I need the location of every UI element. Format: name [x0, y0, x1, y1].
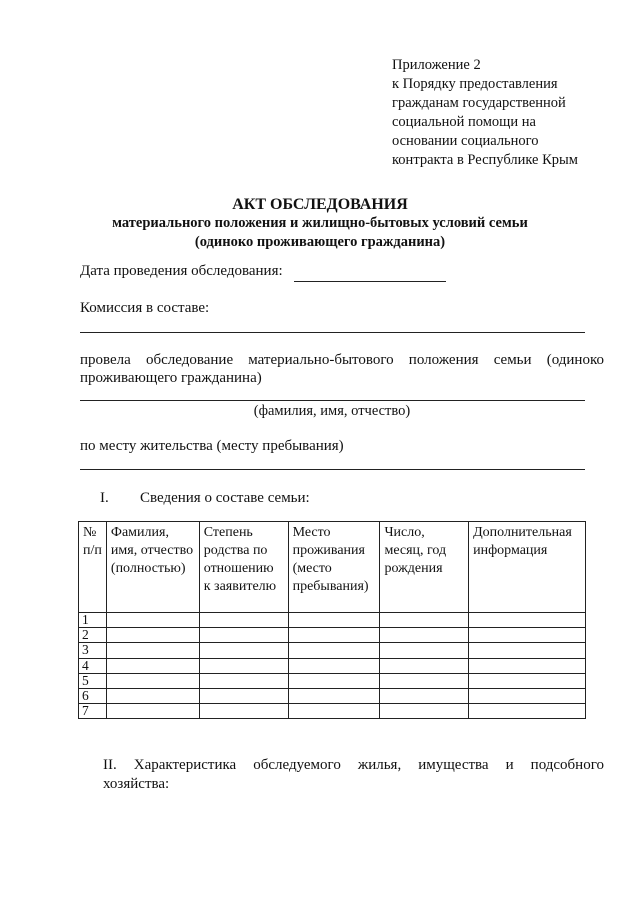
- appendix-note: [392, 56, 578, 170]
- table-header-row: [79, 522, 586, 613]
- fio-field[interactable]: [80, 400, 585, 401]
- table-row: [79, 613, 586, 628]
- survey-text-line-1: провела обследование материально-бытового положения семьи (одиноко: [80, 352, 604, 368]
- fio-caption: (фамилия, имя, отчество): [253, 403, 411, 419]
- cell-relationship[interactable]: [199, 688, 288, 703]
- cell-relationship[interactable]: [199, 704, 288, 719]
- appendix-line: контракта в Республике Крым: [392, 152, 578, 168]
- date-field[interactable]: [294, 281, 446, 282]
- cell-birth-date[interactable]: [380, 643, 469, 658]
- appendix-line: социальной помощи на: [392, 114, 536, 130]
- cell-additional-info[interactable]: [469, 673, 586, 688]
- appendix-line: основании социального: [392, 133, 539, 149]
- cell-full-name[interactable]: [106, 643, 199, 658]
- cell-relationship[interactable]: [199, 658, 288, 673]
- section-2-heading: [103, 756, 604, 794]
- row-number: 3: [79, 643, 107, 658]
- cell-residence[interactable]: [288, 613, 380, 628]
- survey-text: [80, 350, 604, 370]
- document-title: АКТ ОБСЛЕДОВАНИЯ: [232, 196, 408, 213]
- cell-full-name[interactable]: [106, 673, 199, 688]
- cell-birth-date[interactable]: [380, 658, 469, 673]
- residence-field[interactable]: [80, 469, 585, 470]
- cell-additional-info[interactable]: [469, 704, 586, 719]
- header-number: № п/п: [79, 522, 107, 613]
- document-subtitle: [0, 214, 640, 252]
- section-1-heading: [100, 490, 310, 507]
- section-1-number: I.: [100, 490, 109, 506]
- appendix-line: гражданам государственной: [392, 95, 566, 111]
- cell-additional-info[interactable]: [469, 643, 586, 658]
- header-residence: Место проживания (место пребывания): [288, 522, 380, 613]
- row-number: 7: [79, 704, 107, 719]
- residence-label: по месту жительства (месту пребывания): [80, 438, 344, 454]
- row-number: 2: [79, 628, 107, 643]
- table-row: [79, 673, 586, 688]
- row-number: 6: [79, 688, 107, 703]
- cell-relationship[interactable]: [199, 643, 288, 658]
- subtitle-line-2: (одиноко проживающего гражданина): [194, 234, 446, 250]
- date-label: Дата проведения обследования:: [80, 263, 283, 279]
- table-row: [79, 643, 586, 658]
- section-2-line-2: хозяйства:: [103, 776, 170, 792]
- cell-additional-info[interactable]: [469, 613, 586, 628]
- table-row: [79, 628, 586, 643]
- cell-residence[interactable]: [288, 673, 380, 688]
- header-relationship: Степень родства по отношению к заявителю: [199, 522, 288, 613]
- survey-text-line-2: проживающего гражданина): [80, 370, 262, 386]
- table-row: [79, 658, 586, 673]
- header-birth-date: Число, месяц, год рождения: [380, 522, 469, 613]
- table-row: [79, 704, 586, 719]
- cell-birth-date[interactable]: [380, 673, 469, 688]
- commission-label: Комиссия в составе:: [80, 300, 210, 316]
- family-composition-table: [78, 521, 586, 719]
- appendix-line: Приложение 2: [392, 57, 481, 73]
- row-number: 4: [79, 658, 107, 673]
- commission-field[interactable]: [80, 332, 585, 333]
- cell-residence[interactable]: [288, 628, 380, 643]
- cell-birth-date[interactable]: [380, 628, 469, 643]
- cell-residence[interactable]: [288, 658, 380, 673]
- section-1-title: Сведения о составе семьи:: [140, 490, 310, 506]
- subtitle-line-1: материального положения и жилищно-бытовых условий семьи: [112, 215, 528, 231]
- header-full-name: Фамилия, имя, отчество (полностью): [106, 522, 199, 613]
- cell-relationship[interactable]: [199, 613, 288, 628]
- cell-additional-info[interactable]: [469, 628, 586, 643]
- cell-birth-date[interactable]: [380, 704, 469, 719]
- row-number: 5: [79, 673, 107, 688]
- cell-birth-date[interactable]: [380, 613, 469, 628]
- cell-full-name[interactable]: [106, 628, 199, 643]
- cell-relationship[interactable]: [199, 673, 288, 688]
- cell-full-name[interactable]: [106, 704, 199, 719]
- cell-additional-info[interactable]: [469, 688, 586, 703]
- cell-residence[interactable]: [288, 643, 380, 658]
- cell-relationship[interactable]: [199, 628, 288, 643]
- cell-birth-date[interactable]: [380, 688, 469, 703]
- section-2-line-1: II. Характеристика обследуемого жилья, имущества и подсобного: [103, 757, 604, 773]
- header-additional-info: Дополнительная информация: [469, 522, 586, 613]
- cell-residence[interactable]: [288, 688, 380, 703]
- cell-full-name[interactable]: [106, 613, 199, 628]
- cell-full-name[interactable]: [106, 658, 199, 673]
- cell-residence[interactable]: [288, 704, 380, 719]
- row-number: 1: [79, 613, 107, 628]
- cell-full-name[interactable]: [106, 688, 199, 703]
- table-row: [79, 688, 586, 703]
- appendix-line: к Порядку предоставления: [392, 76, 558, 92]
- cell-additional-info[interactable]: [469, 658, 586, 673]
